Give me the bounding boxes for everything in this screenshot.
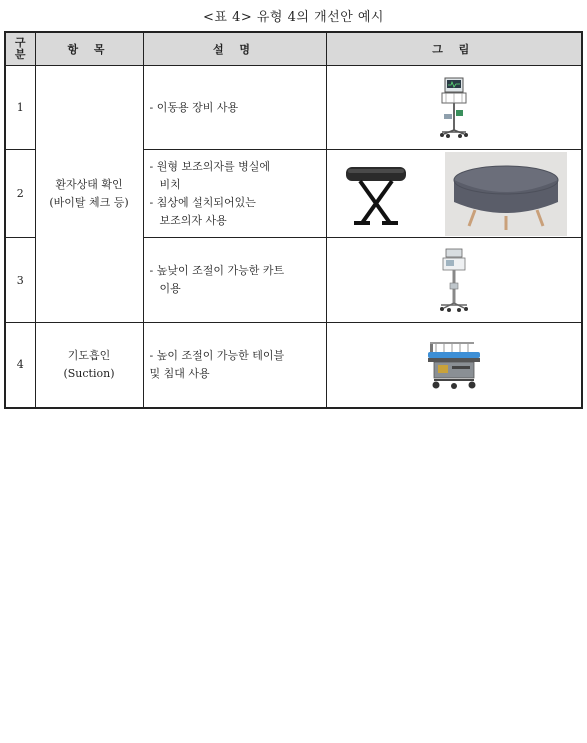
item-line2: (바이탈 체크 등)	[49, 196, 129, 209]
desc-line: - 원형 보조의자를 병실에	[149, 159, 270, 173]
item-vital-check	[35, 66, 143, 323]
row-description	[143, 238, 326, 323]
row-description	[143, 323, 326, 408]
row-description	[143, 66, 326, 150]
desc-line: 비치	[159, 177, 181, 191]
table-caption: <표 4> 유형 4의 개선안 예시	[202, 10, 384, 25]
item-line2: (Suction)	[63, 366, 115, 380]
row-number: 2	[5, 150, 35, 238]
mobile-vital-monitor-cart-image	[434, 76, 474, 140]
item-line1: 환자상태 확인	[55, 178, 123, 191]
round-ottoman-image	[445, 152, 567, 236]
desc-line: - 이동용 장비 사용	[149, 100, 239, 114]
header-gubun-line1: 구	[14, 36, 26, 49]
table-row	[5, 323, 582, 408]
header-desc: 설 명	[143, 32, 326, 66]
adjustable-stretcher-bed-image	[424, 338, 484, 392]
header-gubun-line2: 분	[14, 48, 26, 61]
desc-line: - 침상에 설치되어있는	[149, 195, 256, 209]
header-row	[5, 32, 582, 66]
row-description	[143, 150, 326, 238]
desc-line: 보조의자 사용	[159, 213, 227, 227]
folding-stool-image	[340, 159, 412, 229]
desc-line: 및 침대 사용	[149, 366, 210, 380]
item-suction	[35, 323, 143, 408]
row-number: 3	[5, 238, 35, 323]
picture-cell	[326, 66, 582, 150]
header-item: 항 목	[35, 32, 143, 66]
desc-line: - 높낮이 조절이 가능한 카트	[149, 264, 285, 277]
desc-line: 이용	[159, 282, 181, 295]
table-row	[5, 66, 582, 150]
header-gubun	[5, 32, 35, 66]
row-number: 4	[5, 323, 35, 408]
desc-line: - 높이 조절이 가능한 테이블	[149, 348, 285, 362]
row-number: 1	[5, 66, 35, 150]
item-line1: 기도흡인	[67, 348, 111, 362]
improvement-table	[4, 31, 583, 409]
header-pic: 그 림	[326, 32, 582, 66]
picture-cell	[326, 150, 582, 238]
height-adjustable-cart-image	[437, 247, 471, 313]
picture-cell	[326, 238, 582, 323]
picture-cell	[326, 323, 582, 408]
